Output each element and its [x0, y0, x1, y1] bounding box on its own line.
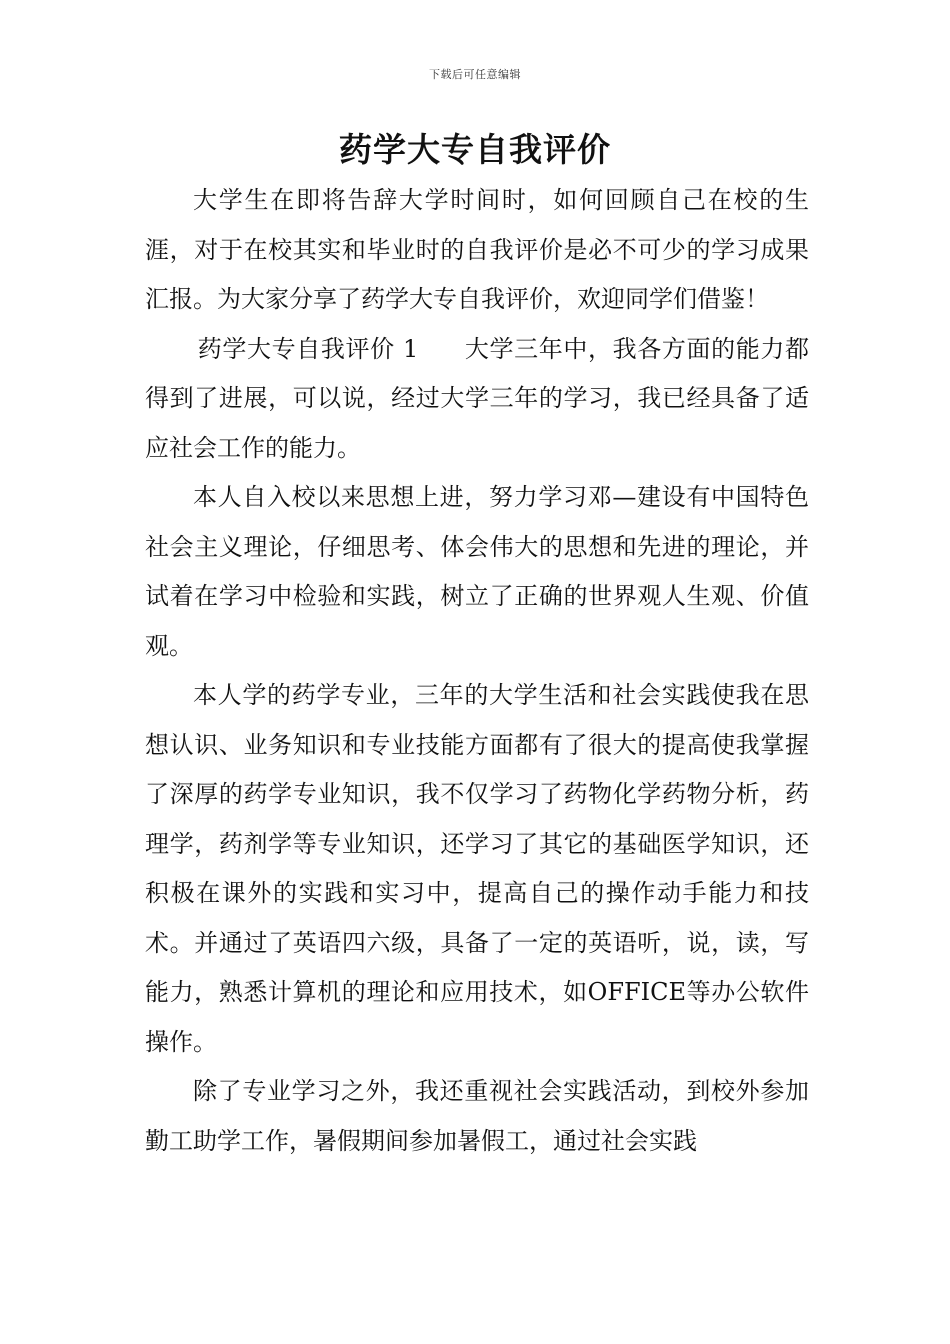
section-heading: 药学大专自我评价 1: [197, 334, 419, 363]
document-title: 药学大专自我评价: [339, 130, 611, 169]
paragraph-section-1: [145, 325, 809, 474]
paragraph-practice: 除了专业学习之外，我还重视社会实践活动，到校外参加勤工助学工作，暑假期间参加暑假工，通过社会实践: [145, 1077, 809, 1155]
header-note: 下载后可任意编辑: [429, 68, 521, 81]
paragraph-major: 本人学的药学专业，三年的大学生活和社会实践使我在思想认识、业务知识和专业技能方面都有了很大的提高使我掌握了深厚的药学专业知识，我不仅学习了药物化学药物分析，药理学，药剂学等专业知识，还学习了其它的基础医学知识，还积极在课外的实践和实习中，提高自己的操作动手能力和技术。并通过了英语四六级，具备了一定的英语听，说，读，写能力，熟悉计算机的理论和应用技术，如OFFICE等办公软件操作。: [145, 681, 809, 1056]
section-text: 大学三年中，我各方面的能力都得到了进展，可以说，经过大学三年的学习，我已经具备了适应社会工作的能力。: [145, 334, 809, 462]
paragraph-ideology: 本人自入校以来思想上进，努力学习邓—建设有中国特色社会主义理论，仔细思考、体会伟大的思想和先进的理论，并试着在学习中检验和实践，树立了正确的世界观人生观、价值观。: [145, 483, 809, 660]
document-body: [145, 176, 809, 1166]
paragraph-intro: 大学生在即将告辞大学时间时，如何回顾自己在校的生涯，对于在校其实和毕业时的自我评价是必不可少的学习成果汇报。为大家分享了药学大专自我评价，欢迎同学们借鉴！: [145, 186, 809, 313]
